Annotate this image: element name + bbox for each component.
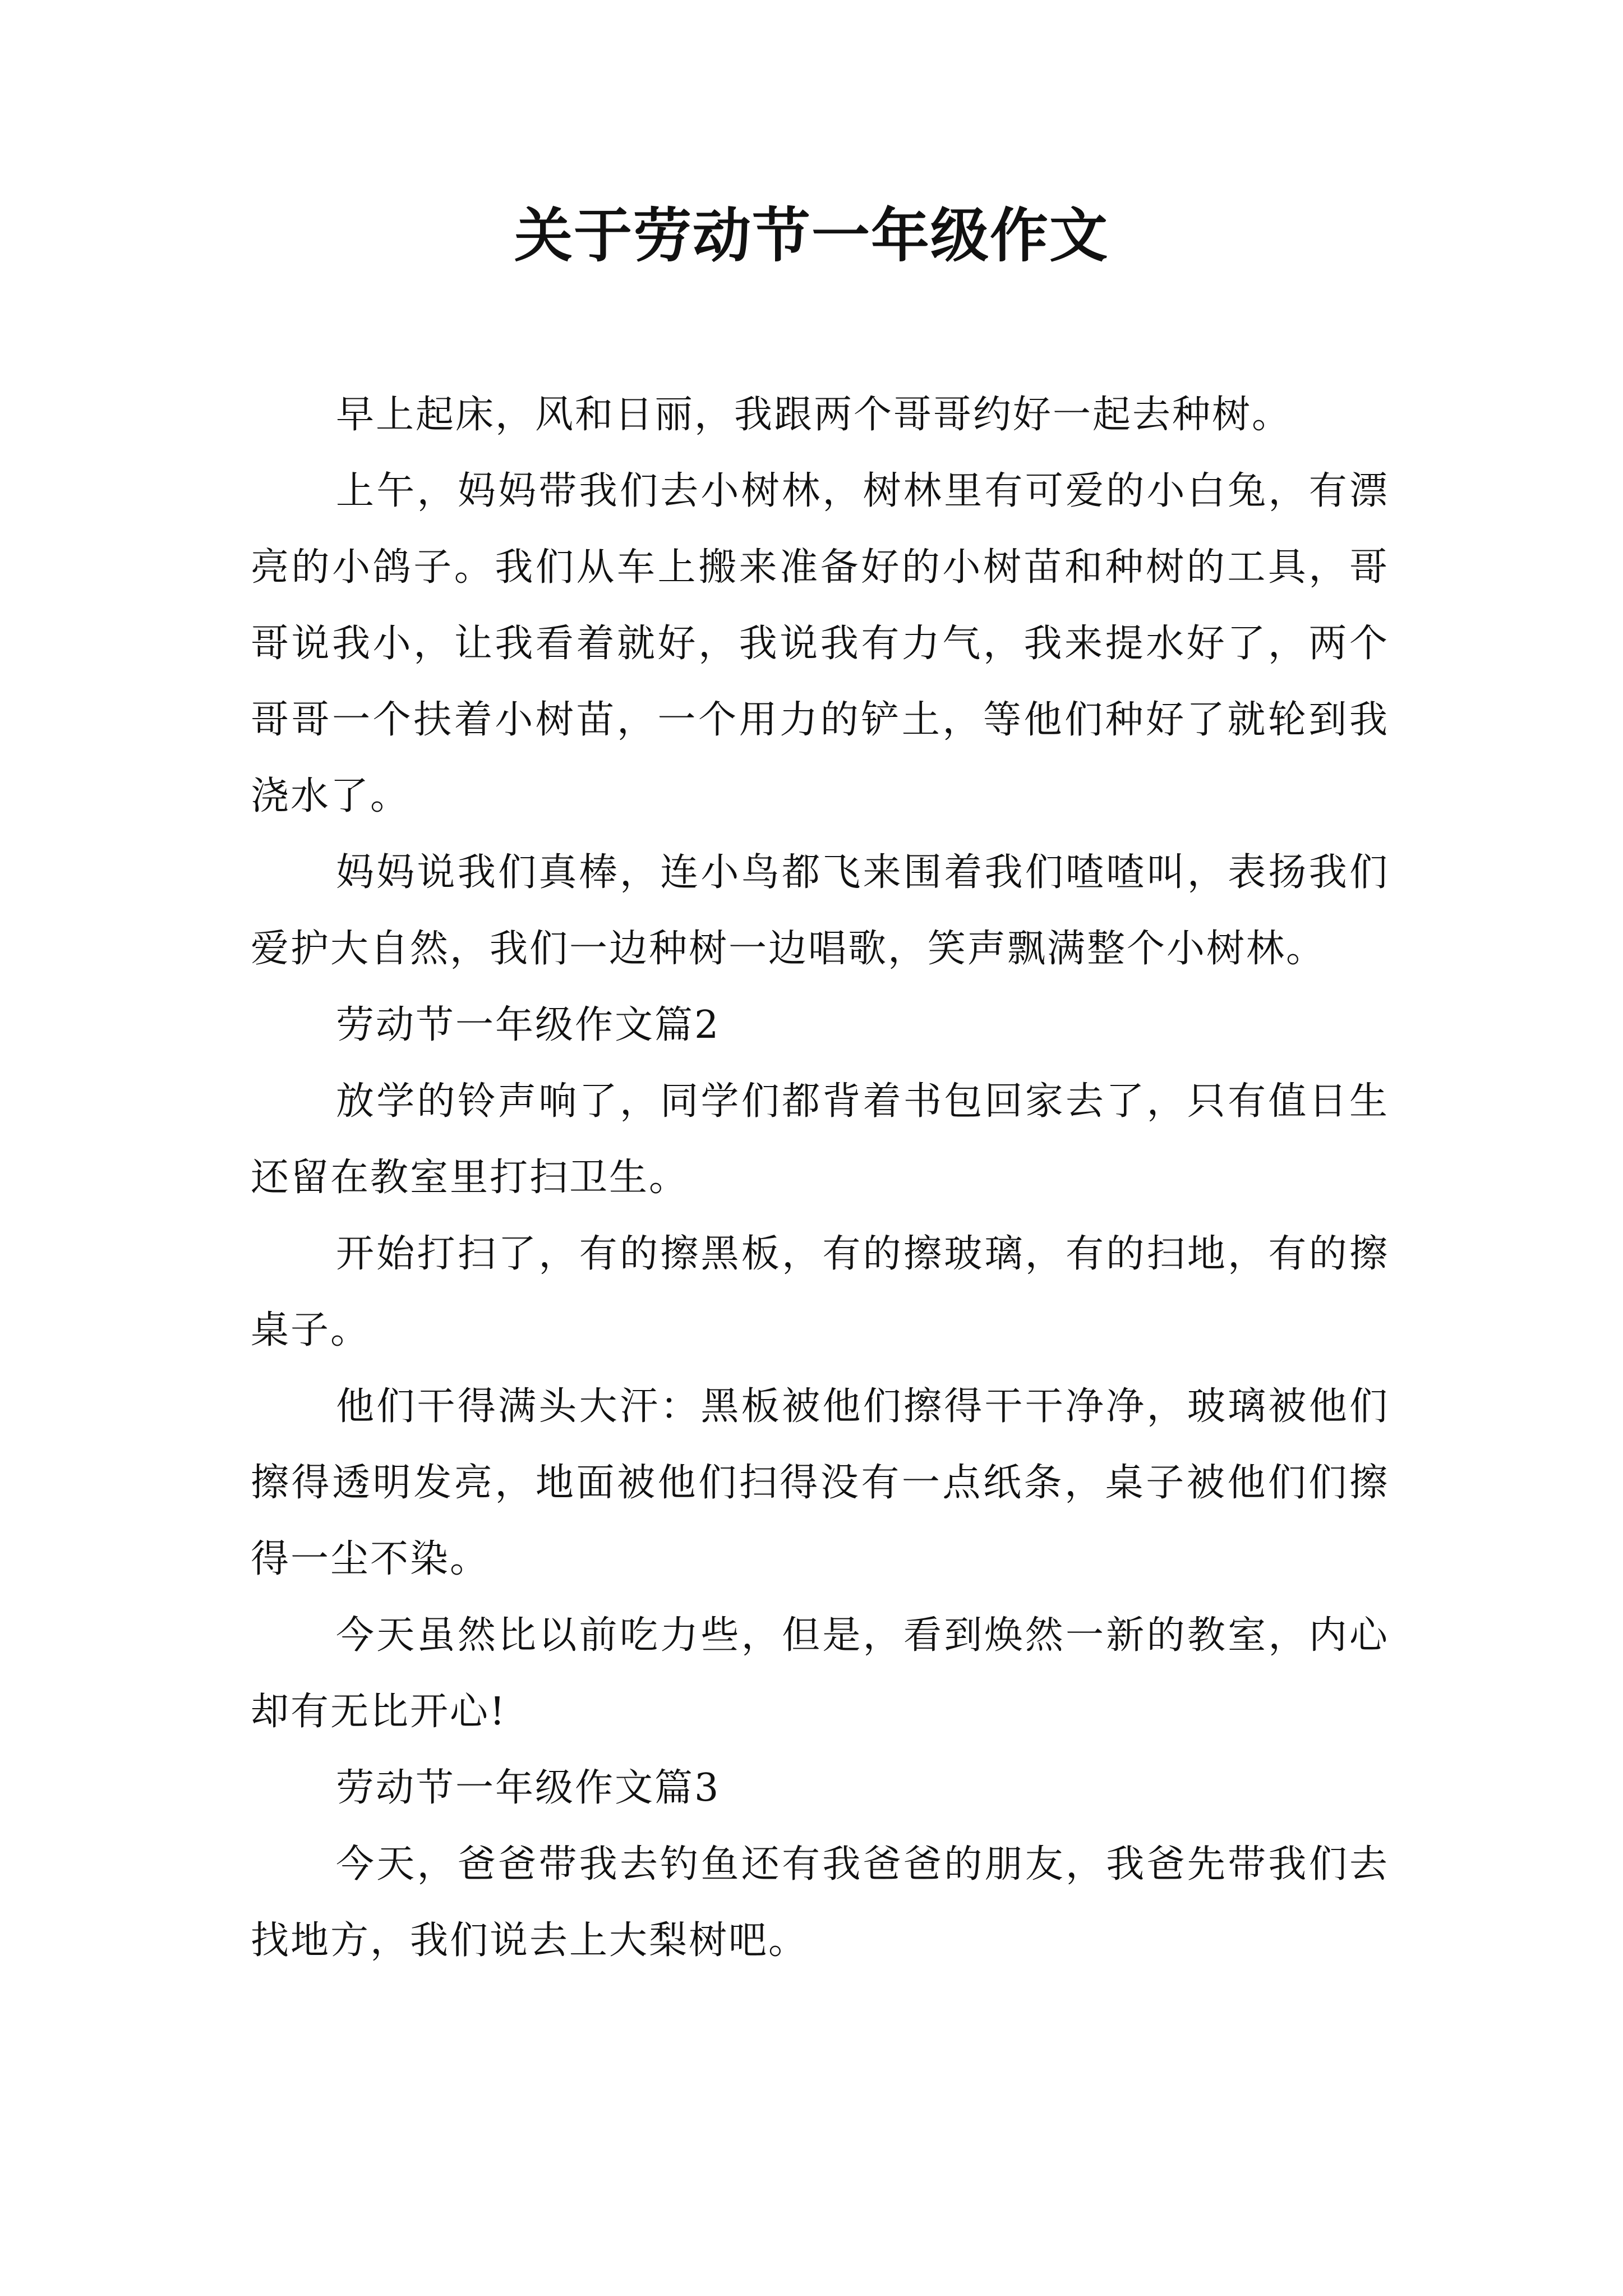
section-heading-2: 劳动节一年级作文篇2 xyxy=(336,1003,721,1047)
paragraph-4: 放学的铃声响了，同学们都背着书包回家去了，只有值日生还留在教室里打扫卫生。 xyxy=(251,1079,1389,1200)
paragraph-5: 开始打扫了，有的擦黑板，有的擦玻璃，有的扫地，有的擦桌子。 xyxy=(251,1232,1389,1352)
paragraph-6: 他们干得满头大汗：黑板被他们擦得干干净净，玻璃被他们擦得透明发亮，地面被他们扫得没有一点纸条，桌子被他们们擦得一尘不染。 xyxy=(251,1384,1389,1581)
paragraph-3: 妈妈说我们真棒，连小鸟都飞来围着我们喳喳叫，表扬我们爱护大自然，我们一边种树一边唱歌，笑声飘满整个小树林。 xyxy=(251,850,1389,971)
section-heading-3: 劳动节一年级作文篇3 xyxy=(336,1766,721,1810)
document-body xyxy=(251,377,1389,1979)
paragraph-8: 今天，爸爸带我去钓鱼还有我爸爸的朋友，我爸先带我们去找地方，我们说去上大梨树吧。 xyxy=(251,1842,1389,1963)
paragraph-1: 早上起床，风和日丽，我跟两个哥哥约好一起去种树。 xyxy=(336,393,1292,437)
document-title: 关于劳动节一年级作文 xyxy=(514,201,1109,270)
paragraph-7: 今天虽然比以前吃力些，但是，看到焕然一新的教室，内心却有无比开心! xyxy=(251,1613,1389,1734)
paragraph-2: 上午，妈妈带我们去小树林，树林里有可爱的小白兔，有漂亮的小鸽子。我们从车上搬来准备好的小树苗和种树的工具，哥哥说我小，让我看着就好，我说我有力气，我来提水好了，两个哥哥一个扶着小树苗，一个用力的铲土，等他们种好了就轮到我浇水了。 xyxy=(251,469,1389,818)
